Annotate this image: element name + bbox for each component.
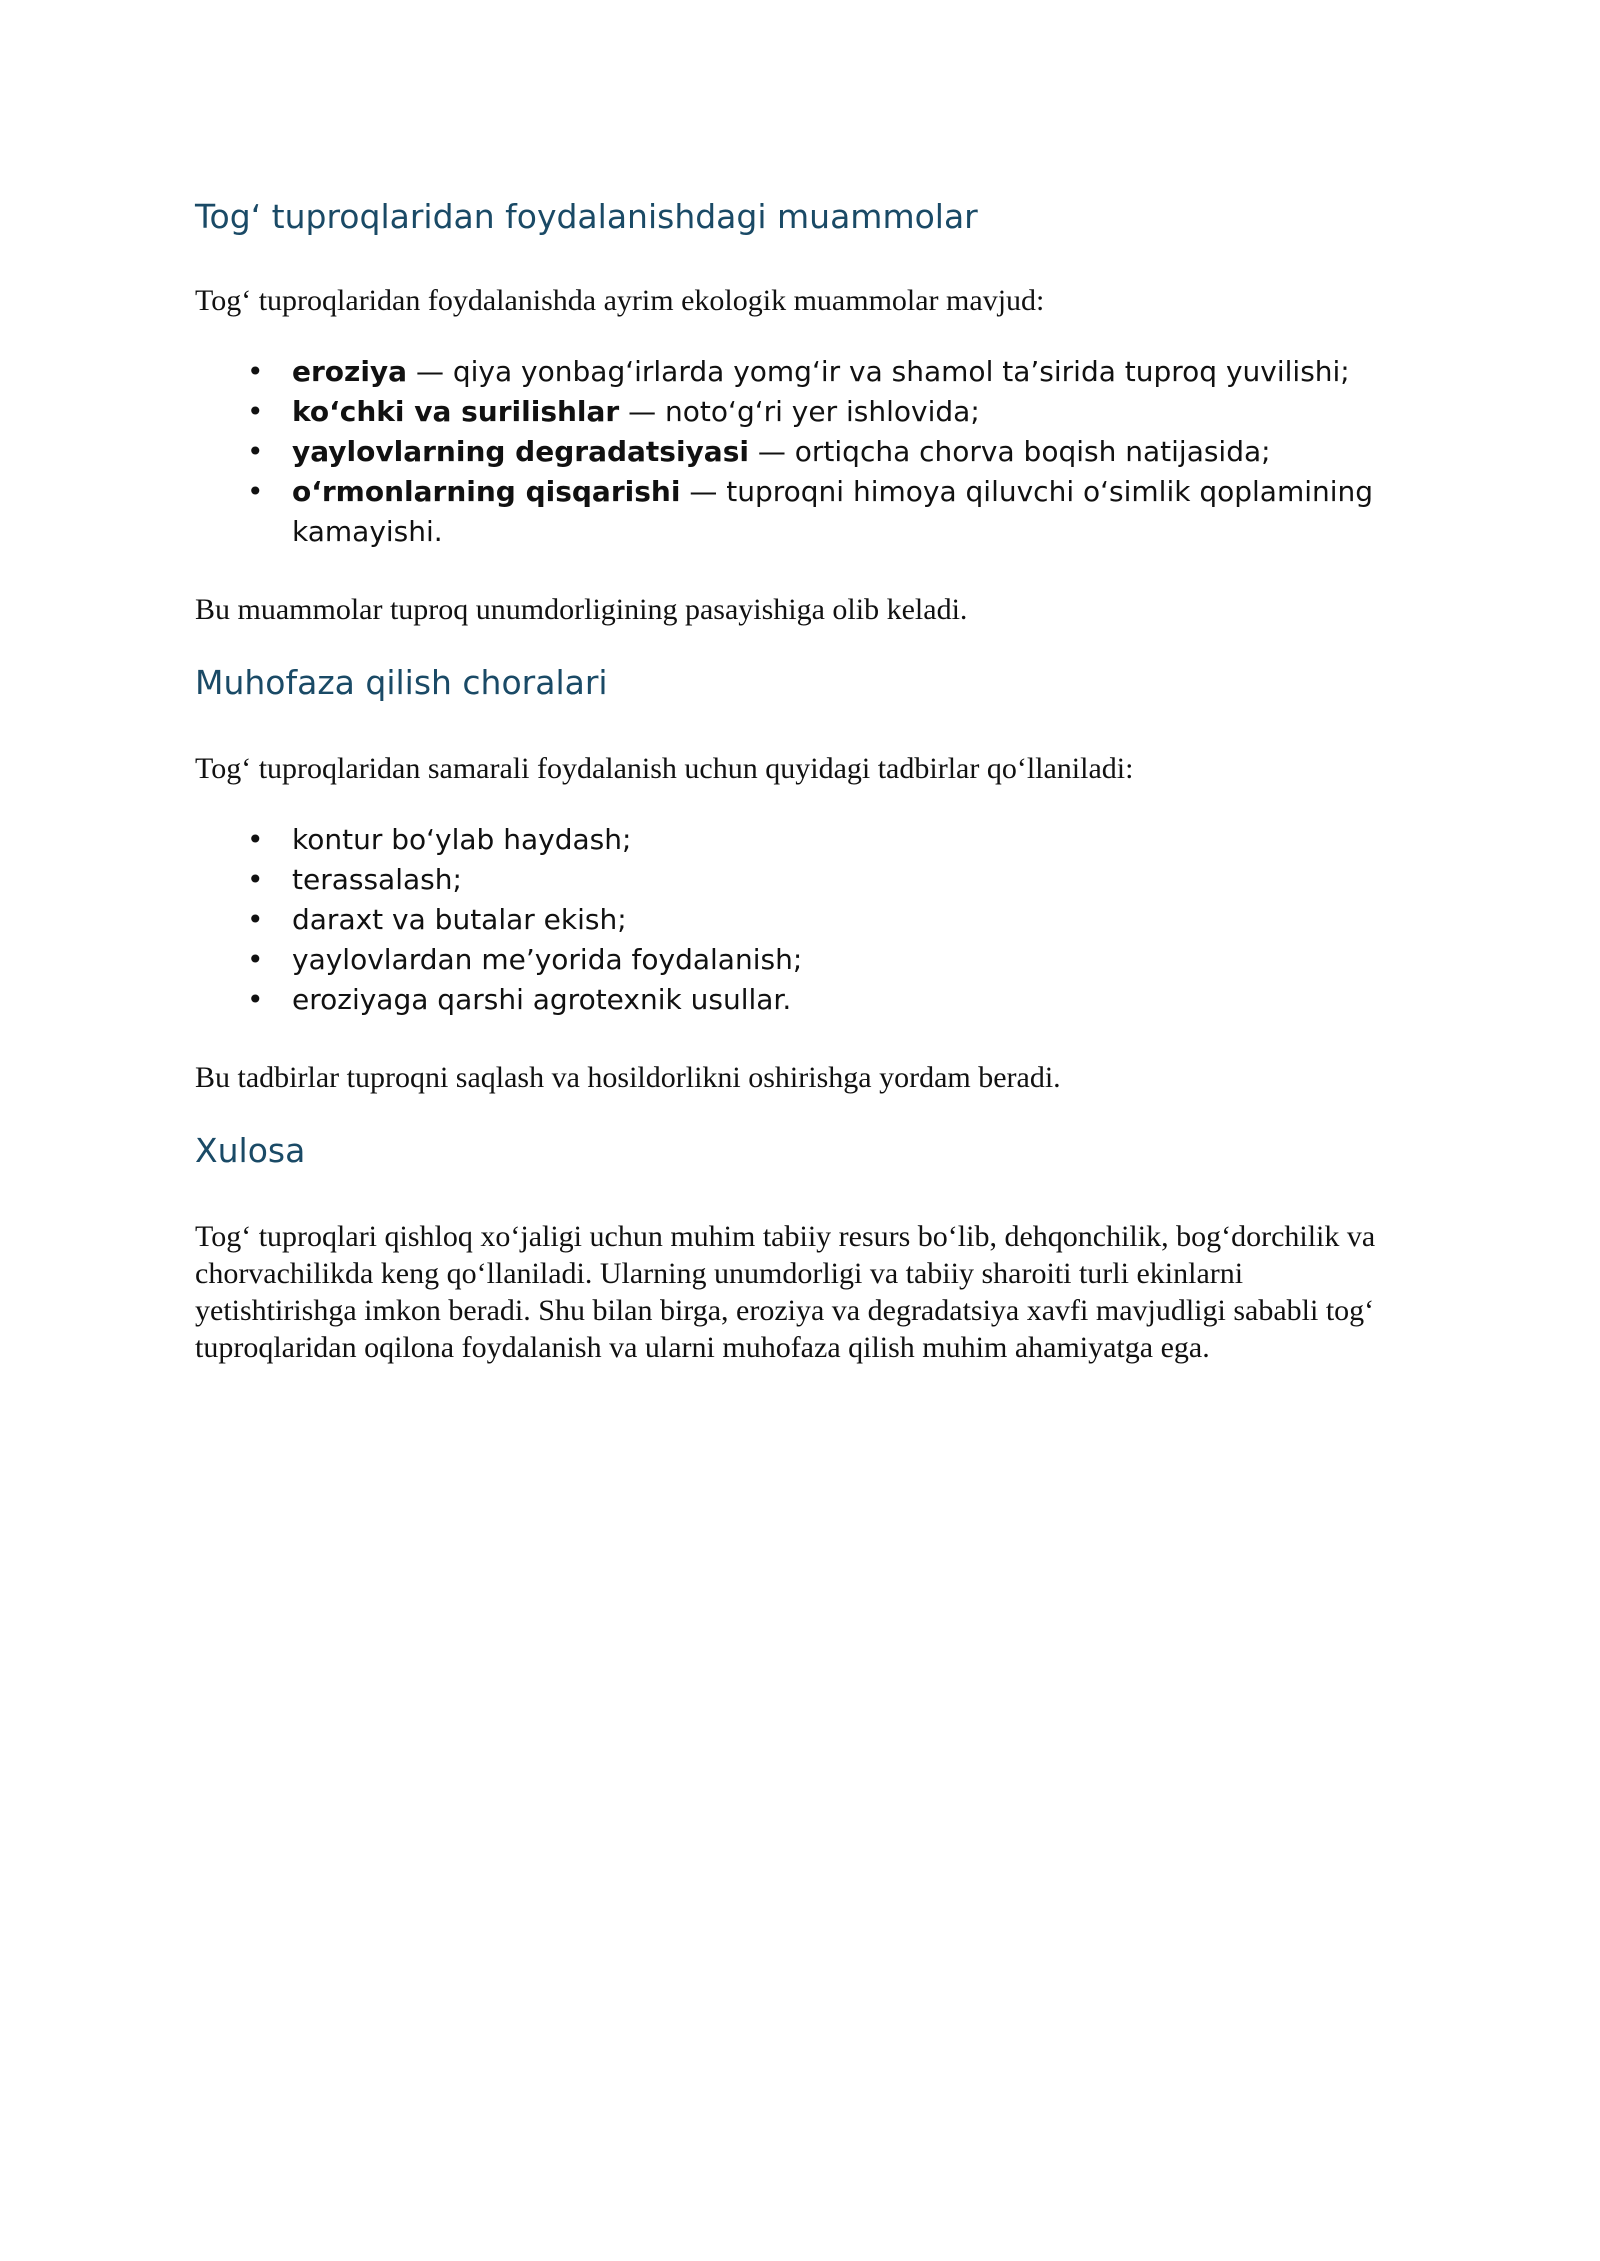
list-item xyxy=(195,860,1384,900)
problems-intro: Tog‘ tuproqlaridan foydalanishda ayrim ekologik muammolar mavjud: xyxy=(195,284,1045,317)
list-item xyxy=(195,352,1384,392)
list-item-term: o‘rmonlarning qisqarishi xyxy=(292,475,681,508)
protection-conclusion: Bu tadbirlar tuproqni saqlash va hosildorlikni oshirishga yordam beradi. xyxy=(195,1061,1061,1094)
section-heading-protection: Muhofaza qilish choralari xyxy=(195,663,608,702)
bullet-icon: • xyxy=(247,435,264,468)
section-heading-problems: Tog‘ tuproqlaridan foydalanishdagi muammolar xyxy=(195,197,978,236)
problems-list xyxy=(195,352,1384,552)
list-item-term: ko‘chki va surilishlar xyxy=(292,395,620,428)
list-item-text: eroziyaga qarshi agrotexnik usullar. xyxy=(292,983,792,1016)
list-item xyxy=(195,940,1384,980)
bullet-icon: • xyxy=(247,983,264,1016)
list-item-text: yaylovlardan me’yorida foydalanish; xyxy=(292,943,803,976)
list-item xyxy=(195,900,1384,940)
list-item-term: yaylovlarning degradatsiyasi xyxy=(292,435,749,468)
list-item-term: eroziya xyxy=(292,355,408,388)
problems-conclusion: Bu muammolar tuproq unumdorligining pasayishiga olib keladi. xyxy=(195,593,968,626)
bullet-icon: • xyxy=(247,903,264,936)
bullet-icon: • xyxy=(247,863,264,896)
list-item-desc: — noto‘g‘ri yer ishlovida; xyxy=(619,395,980,428)
bullet-icon: • xyxy=(247,395,264,428)
bullet-icon: • xyxy=(247,475,264,508)
list-item-desc: — ortiqcha chorva boqish natijasida; xyxy=(748,435,1271,468)
list-item xyxy=(195,472,1384,552)
list-item-desc: — tuproqni himoya qiluvchi o‘simlik qoplamining kamayishi. xyxy=(292,475,1374,548)
list-item xyxy=(195,980,1384,1020)
list-item-desc: — qiya yonbag‘irlarda yomg‘ir va shamol ta’sirida tuproq yuvilishi; xyxy=(407,355,1350,388)
list-item-text: daraxt va butalar ekish; xyxy=(292,903,627,936)
list-item xyxy=(195,820,1384,860)
list-item xyxy=(195,392,1384,432)
protection-list xyxy=(195,820,1384,1020)
bullet-icon: • xyxy=(247,943,264,976)
section-heading-summary: Xulosa xyxy=(195,1131,306,1170)
list-item xyxy=(195,432,1384,472)
protection-intro: Tog‘ tuproqlaridan samarali foydalanish uchun quyidagi tadbirlar qo‘llaniladi: xyxy=(195,752,1134,785)
summary-body: Tog‘ tuproqlari qishloq xo‘jaligi uchun muhim tabiiy resurs bo‘lib, dehqonchilik, bog‘dorchilik va chorvachilikda keng qo‘llaniladi. Ularning unumdorligi va tabiiy sharoiti turli ekinlarni yetishtirishga imkon beradi. Shu bilan birga, eroziya va degradatsiya xavfi mavjudligi sababli tog‘ tuproqlaridan oqilona foydalanish va ularni muhofaza qilish muhim ahamiyatga ega. xyxy=(195,1220,1376,1364)
bullet-icon: • xyxy=(247,823,264,856)
bullet-icon: • xyxy=(247,355,264,388)
list-item-text: kontur bo‘ylab haydash; xyxy=(292,823,632,856)
list-item-text: terassalash; xyxy=(292,863,462,896)
